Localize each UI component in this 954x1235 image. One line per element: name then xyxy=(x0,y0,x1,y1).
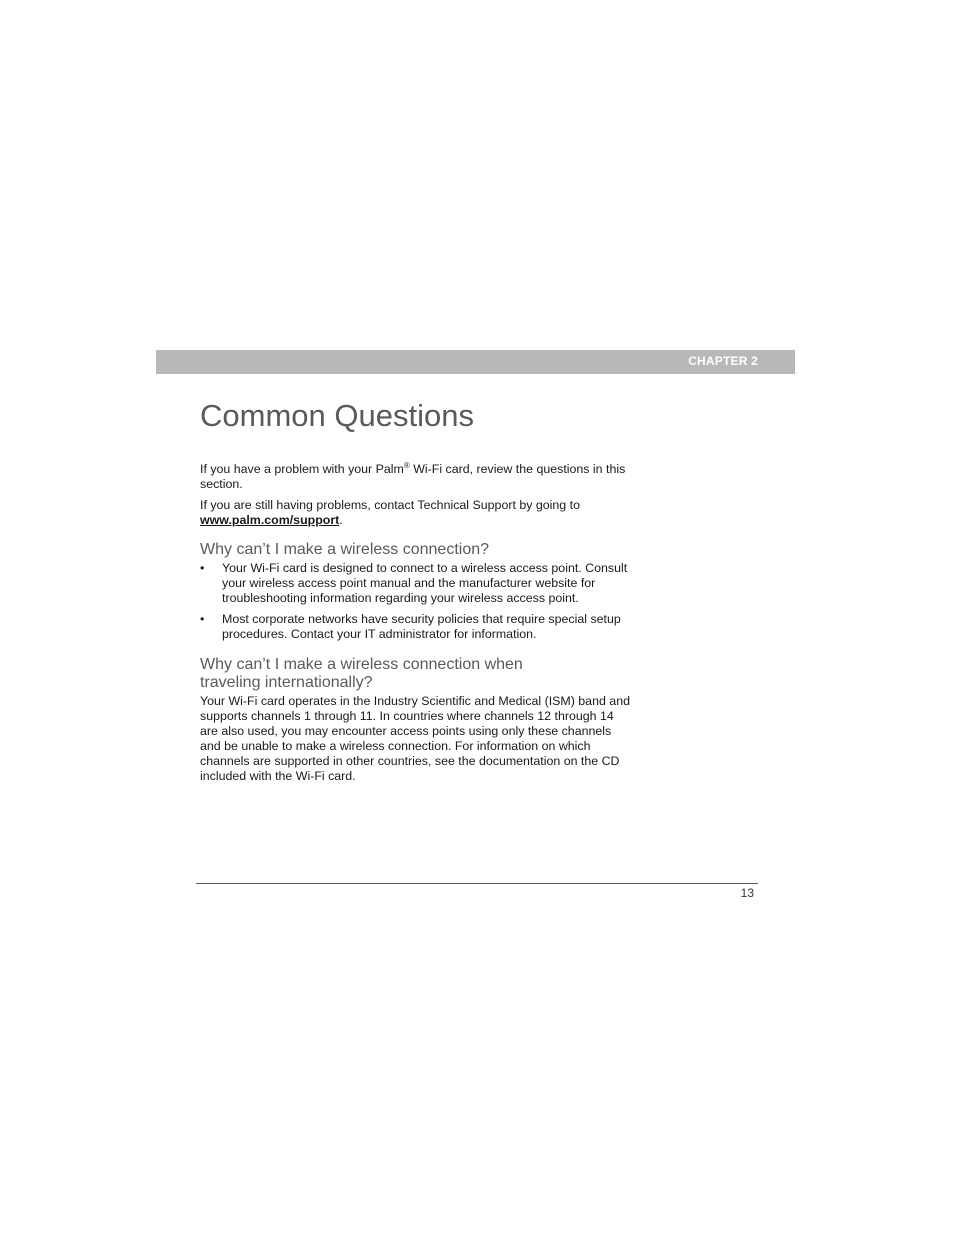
intro-paragraph xyxy=(200,462,632,492)
footer-divider xyxy=(196,883,758,884)
bullet-list xyxy=(200,561,632,642)
intro-text-end: Wi-Fi card, review the questions in this section. xyxy=(200,462,626,491)
page-title: Common Questions xyxy=(200,398,474,433)
bullet-icon: • xyxy=(200,612,205,626)
page-content xyxy=(200,462,632,784)
list-item xyxy=(200,612,632,642)
heading-line: Why can’t I make a wireless connection when xyxy=(200,656,523,673)
section-heading-wireless-connection: Why can’t I make a wireless connection? xyxy=(200,541,490,558)
section-heading-traveling xyxy=(200,656,632,692)
chapter-label: CHAPTER 2 xyxy=(688,354,758,368)
intro-text-start: If you have a problem with your Palm xyxy=(200,462,404,476)
chapter-header-bar xyxy=(156,350,795,374)
list-item-text: Your Wi-Fi card is designed to connect to a wireless access point. Consult your wireless access point manual and the manufacturer website for troubleshooting information regarding your wireless access point. xyxy=(222,561,628,605)
support-link[interactable]: www.palm.com/support xyxy=(200,513,340,527)
list-item xyxy=(200,561,632,606)
support-text: If you are still having problems, contact Technical Support by going to xyxy=(200,498,580,512)
list-item-text: Most corporate networks have security policies that require special setup procedures. Contact your IT administrator for information. xyxy=(222,612,621,641)
traveling-paragraph: Your Wi-Fi card operates in the Industry Scientific and Medical (ISM) band and supports channels 1 through 11. In countries where channels 12 through 14 are also used, you may encounter access points using only these channels and be unable to make a wireless connection. For information on which channels are supported in other countries, see the documentation on the CD included with the Wi-Fi card. xyxy=(200,694,630,783)
registered-mark: ® xyxy=(403,461,410,470)
heading-line: traveling internationally? xyxy=(200,674,373,691)
bullet-icon: • xyxy=(200,561,205,575)
page-number: 13 xyxy=(740,886,754,900)
support-text-end: . xyxy=(339,513,343,527)
support-paragraph xyxy=(200,498,632,528)
